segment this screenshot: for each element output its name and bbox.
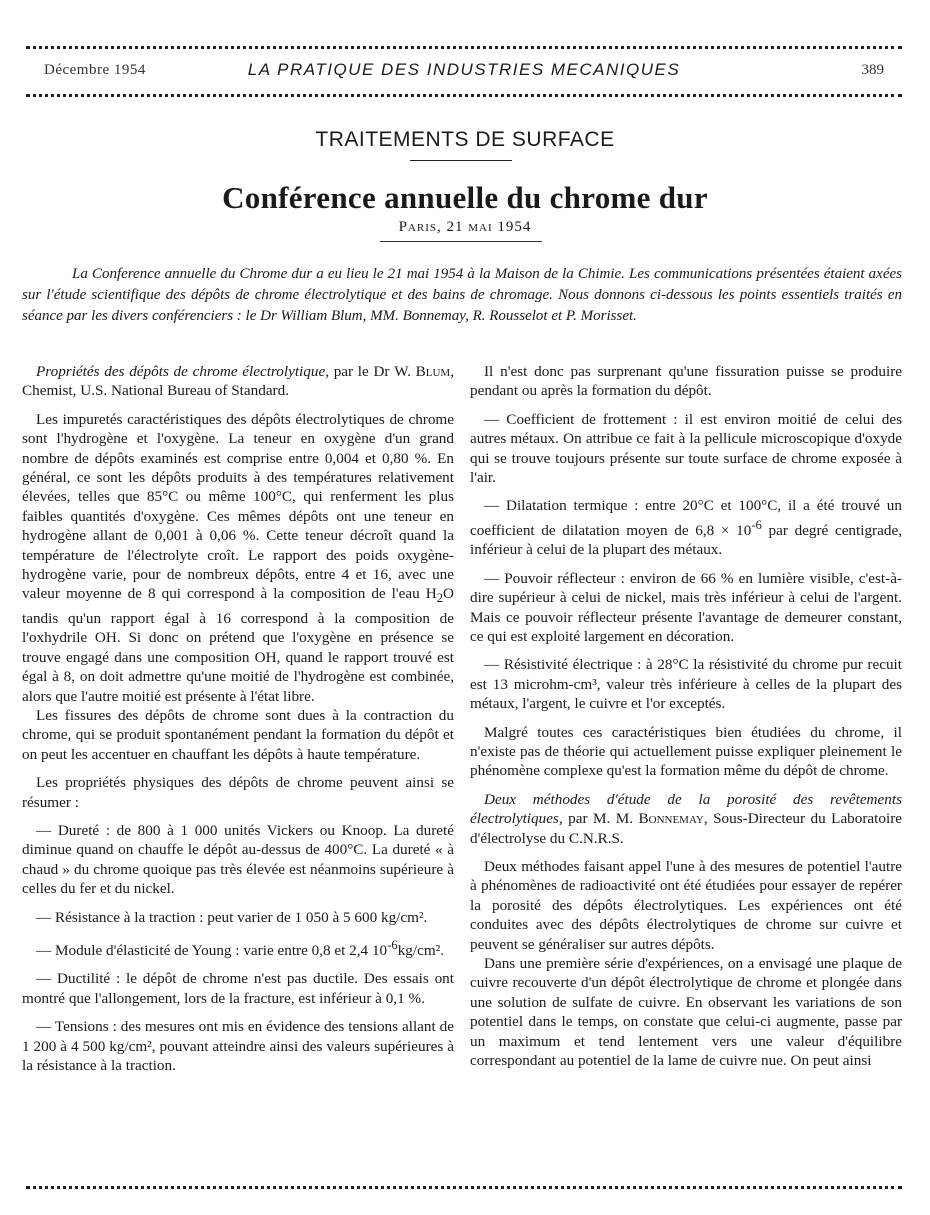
paragraph-fissures: Les fissures des dépôts de chrome sont dues à la contraction du chrome, qui se produit spontanément pendant la formation du dépôt et on peut les accentuer en chauffant les dépôts à haute température. [22, 706, 454, 763]
running-head [26, 58, 902, 84]
paragraph-fissuration: Il n'est donc pas surprenant qu'une fissuration puisse se produire pendant ou après la formation du dépôt. [470, 363, 902, 400]
right-column [470, 362, 902, 1079]
place-date-underline [380, 241, 542, 242]
author-title: Dr [373, 363, 390, 380]
dilatation-text-b: par degré centigrade, inférieur à celui de la plupart des métaux. [470, 521, 902, 559]
paragraph-byline-bonnemay [470, 790, 902, 848]
talk-title-blum: Propriétés des dépôts de chrome électrolytique, [36, 363, 329, 380]
dilatation-exponent: -6 [751, 517, 762, 532]
header-dotted-rule [26, 94, 902, 97]
bottom-dotted-rule [26, 1186, 902, 1189]
module-exponent: -6 [387, 938, 398, 952]
section-title-underline [410, 160, 512, 161]
paragraph-resistivite: — Résistivité électrique : à 28°C la résistivité du chrome pur recuit est 13 microhm-cm³, valeur très inférieure à celles de la plupart des métaux, l'argent, le cuivre et l'or exceptés. [470, 656, 902, 713]
module-text-a: — Module d'élasticité de Young : varie entre 0,8 et 2,4 10 [36, 942, 388, 960]
paragraph-methodes: Deux méthodes faisant appel l'une à des mesures de potentiel l'autre à phénomènes de radioactivité ont été étudiées pour essayer de repérer la porosité des dépôts électrolytiques. Les expériences ont été conduites avec des dépôts électrolytiques de chrome sur cuivre et peuvent se généraliser sur autres dépôts. [470, 858, 902, 953]
paragraph-theorie: Malgré toutes ces caractéristiques bien étudiées du chrome, il n'existe pas de théorie qui actuellement puisse expliquer pleinement le phénomène complexe qu'est la formation même du dépôt de chrome. [470, 723, 902, 780]
water-subscript: 2 [436, 591, 444, 606]
byline-par-mm: par M. M. [562, 810, 639, 828]
article-place-date: Paris, 21 mai 1954 [398, 219, 532, 235]
paragraph-experiences: Dans une première série d'expériences, on a envisagé une plaque de cuivre recouverte d'un dépôt électrolytique de chrome et plongée dans une solution de sulfate de cuivre. En observant les variations de son potentiel dans le temps, on constate que celui-ci augmente, passe par un maximum et tend lentement vers une valeur d'équilibre correspondant au potentiel de la lame de cuivre nue. On peut ainsi [470, 955, 902, 1070]
article-title: Conférence annuelle du chrome dur [222, 180, 708, 215]
paragraph-impurities [22, 410, 454, 706]
section-title: TRAITEMENTS DE SURFACE [315, 128, 615, 151]
paragraph-tensions: — Tensions : des mesures ont mis en évidence des tensions allant de 1 200 à 4 500 kg/cm², pouvant atteindre ainsi des valeurs supérieures à la résistance à la traction. [22, 1018, 454, 1075]
author-affiliation-blum: , Chemist, U.S. National Bureau of Standard. [22, 363, 455, 400]
left-column [22, 362, 454, 1085]
author-affiliation-bonnemay: , Sous-Directeur du Laboratoire d'électrolyse du C.N.R.S. [470, 810, 902, 847]
author-name-blum: W. Blum [394, 363, 451, 380]
journal-title: LA PRATIQUE DES INDUSTRIES MECANIQUES [247, 60, 681, 79]
issue-date: Décembre 1954 [44, 62, 146, 78]
paragraph-durete: — Dureté : de 800 à 1 000 unités Vickers ou Knoop. La dureté diminue quand on chauffe le dépôt au-dessus de 400°C. La dureté « à chaud » du chrome quoique pas très élevée est néanmoins supérieure à celles du fer et du nickel. [22, 821, 454, 898]
paragraph-resistance: — Résistance à la traction : peut varier de 1 050 à 5 600 kg/cm². [36, 908, 428, 926]
byline-par: par le [333, 363, 369, 380]
top-dotted-rule [26, 46, 902, 49]
module-text-b: kg/cm². [397, 942, 444, 960]
page-number: 389 [861, 62, 884, 78]
paragraph-ductilite: — Ductilité : le dépôt de chrome n'est pas ductile. Des essais ont montré que l'allongement, lors de la fracture, est inférieur à 0,1 %. [22, 970, 454, 1007]
paragraph-dilatation [470, 496, 902, 559]
paragraph-byline-blum [22, 362, 454, 401]
talk-title-bonnemay: Deux méthodes d'étude de la porosité des revêtements électrolytiques, [470, 790, 902, 828]
impurities-text-b: O tandis qu'un rapport égal à 16 correspond à la composition de l'oxhydrile OH. Si donc on prétend que l'oxygène en présence se trouve engagé dans une composition OH, quand le rapport trouvé est égal à 8, on doit admettre qu'une moitié de l'hydrogène est combinée, alors que l'autre moitié est présente à l'état libre. [22, 585, 454, 705]
paragraph-module [22, 936, 454, 960]
author-name-bonnemay: Bonnemay [638, 810, 704, 828]
paragraph-properties-intro: Les propriétés physiques des dépôts de chrome peuvent ainsi se résumer : [22, 774, 454, 811]
dilatation-text-a: — Dilatation termique : entre 20°C et 100°C, il a été trouvé un coefficient de dilatation moyen de 6,8 × 10 [470, 497, 902, 539]
paragraph-frottement: — Coefficient de frottement : il est environ moitié de celui des autres métaux. On attribue ce fait à la pellicule microscopique d'oxyde qui se trouve toujours présente sur toute surface de chrome exposée à l'air. [470, 410, 902, 487]
article-intro: La Conference annuelle du Chrome dur a eu lieu le 21 mai 1954 à la Maison de la Chimie. Les communications présentées étaient axées sur l'étude scientifique des dépôts de chrome électrolytique et des bains de chromage. Nous donnons ci-dessous les points essentiels traités en séance par les divers conférenciers : le Dr William Blum, MM. Bonnemay, R. Rousselot et P. Morisset. [22, 266, 902, 324]
paragraph-reflecteur: — Pouvoir réflecteur : environ de 66 % en lumière visible, c'est-à-dire supérieur à celui de nickel, mais très inférieur à celui de l'argent. Mais ce pouvoir réflecteur présente l'avantage de demeurer constant, ce qui est exploité largement en décoration. [470, 569, 902, 645]
impurities-text-a: Les impuretés caractéristiques des dépôts électrolytiques de chrome sont l'hydrogène et l'oxygène. La teneur en oxygène d'un grand nombre de dépôts examinés est comprise entre 0,004 et 0,80 %. En général, ce sont les dépôts produits à des températures relativement élevées, telles que 85°C ou même 100°C, qui renferment les plus faibles quantités d'oxygène. Ces mêmes dépôts ont une teneur en hydrogène allant de 0,001 à 0,06 %. Cette teneur décroît quand la température de l'électrolyte croît. Le rapport des poids oxygène-hydrogène varie, pour de nombreux dépôts, entre 4 et 16, avec une valeur moyenne de 8 qui correspond à la composition de l'eau H [22, 410, 454, 603]
